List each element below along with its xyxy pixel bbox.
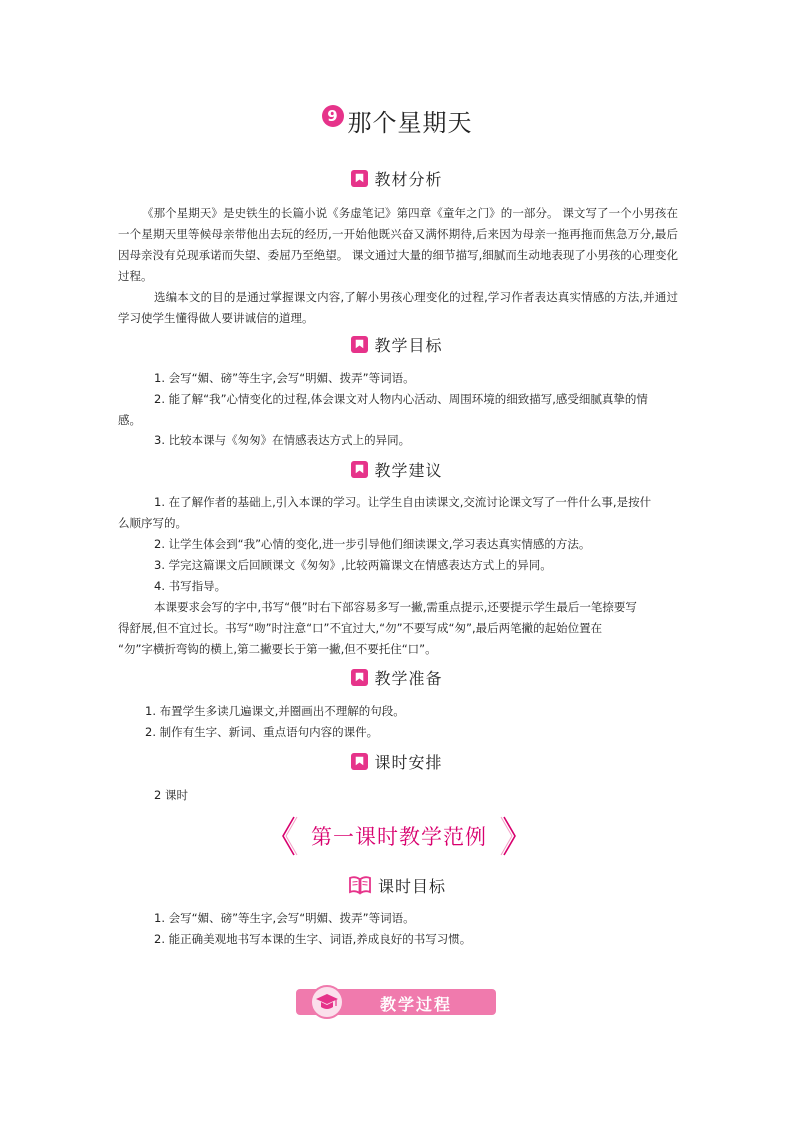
bookmark-arrow-icon [351,170,368,187]
suggestion-item: 2. 让学生体会到“我”心情的变化,进一步引导他们细读课文,学习表达真实情感的方法。 [154,537,591,551]
suggestion-detail: “勿”字横折弯钩的横上,第二撇要长于第一撇,但不要托住“口”。 [118,642,437,656]
analysis-paragraph-2: 选编本文的目的是通过掌握课文内容,了解小男孩心理变化的过程,学习作者表达真实情感的方法,并通过学习使学生懂得做人要讲诚信的道理。 [118,290,678,325]
suggestion-item: 4. 书写指导。 [154,579,227,593]
bookmark-arrow-icon [351,669,368,686]
lesson-number-badge: 9 [322,105,344,127]
lesson-goals-header [0,873,794,897]
section-schedule-header [0,749,794,773]
open-book-icon [348,875,372,895]
section-suggestions-header [0,457,794,481]
graduation-cap-glyph [312,987,342,1017]
section-title: 教学目标 [374,335,443,355]
teaching-process-label [296,989,496,1015]
analysis-paragraph-1: 《那个星期天》是史铁生的长篇小说《务虚笔记》第四章《童年之门》的一部分。 课文写了一个小男孩在一个星期天里等候母亲带他出去玩的经历,一开始他既兴奋又满怀期待,后来因为母亲一拖再拖而焦急万分,最后因母亲没有兑现承诺而失望、委屈乃至绝望。 课文通过大量的细节描写,细腻而生动地表现了小男孩的心理变化过程。 [118,206,678,283]
goal-item-continued: 感。 [118,413,141,427]
schedule-value: 2 课时 [154,788,188,802]
bookmark-arrow-icon [351,336,368,353]
suggestion-detail: 本课要求会写的字中,书写“偎”时右下部容易多写一撇,需重点提示,还要提示学生最后一笔捺要写 [154,600,637,614]
lesson-goal-item: 1. 会写“媚、磅”等生字,会写“明媚、拨弄”等词语。 [154,911,415,925]
first-lesson-banner-text: 第一课时教学范例 [311,825,487,849]
section-analysis-header [0,166,794,190]
lesson-title-row [0,100,794,140]
bookmark-arrow-icon [351,753,368,770]
first-lesson-banner [280,815,518,857]
section-goals-header [0,332,794,356]
section-title: 教学建议 [374,460,443,480]
lesson-goals-title: 课时目标 [377,876,446,896]
bookmark-arrow-icon [351,461,368,478]
suggestion-item: 1. 在了解作者的基础上,引入本课的学习。让学生自由读课文,交流讨论课文写了一件什么事,是按什 [154,495,652,509]
section-prep-header [0,665,794,689]
goal-item: 1. 会写“媚、磅”等生字,会写“明媚、拨弄”等词语。 [154,371,415,385]
prep-item: 2. 制作有生字、新词、重点语句内容的课件。 [145,725,379,739]
section-title: 教学准备 [374,668,443,688]
prep-item: 1. 布置学生多读几遍课文,并圈画出不理解的句段。 [145,704,405,718]
suggestion-detail: 得舒展,但不宜过长。书写“吻”时注意“口”不宜过大,“勿”不要写成“匆”,最后两笔撇的起始位置在 [118,621,603,635]
teaching-process-text: 教学过程 [379,995,452,1014]
suggestion-item: 3. 学完这篇课文后回顾课文《匆匆》,比较两篇课文在情感表达方式上的异同。 [154,558,552,572]
suggestion-item-continued: 么顺序写的。 [118,516,187,530]
goal-item: 3. 比较本课与《匆匆》在情感表达方式上的异同。 [154,433,411,447]
lesson-goal-item: 2. 能正确美观地书写本课的生字、词语,养成良好的书写习惯。 [154,932,472,946]
section-title: 教材分析 [374,169,443,189]
section-title: 课时安排 [374,752,443,772]
lesson-title: 那个星期天 [347,108,473,137]
goal-item: 2. 能了解“我”心情变化的过程,体会课文对人物内心活动、周围环境的细致描写,感受细腻真挚的情 [154,392,648,406]
graduation-cap-icon [310,985,344,1019]
